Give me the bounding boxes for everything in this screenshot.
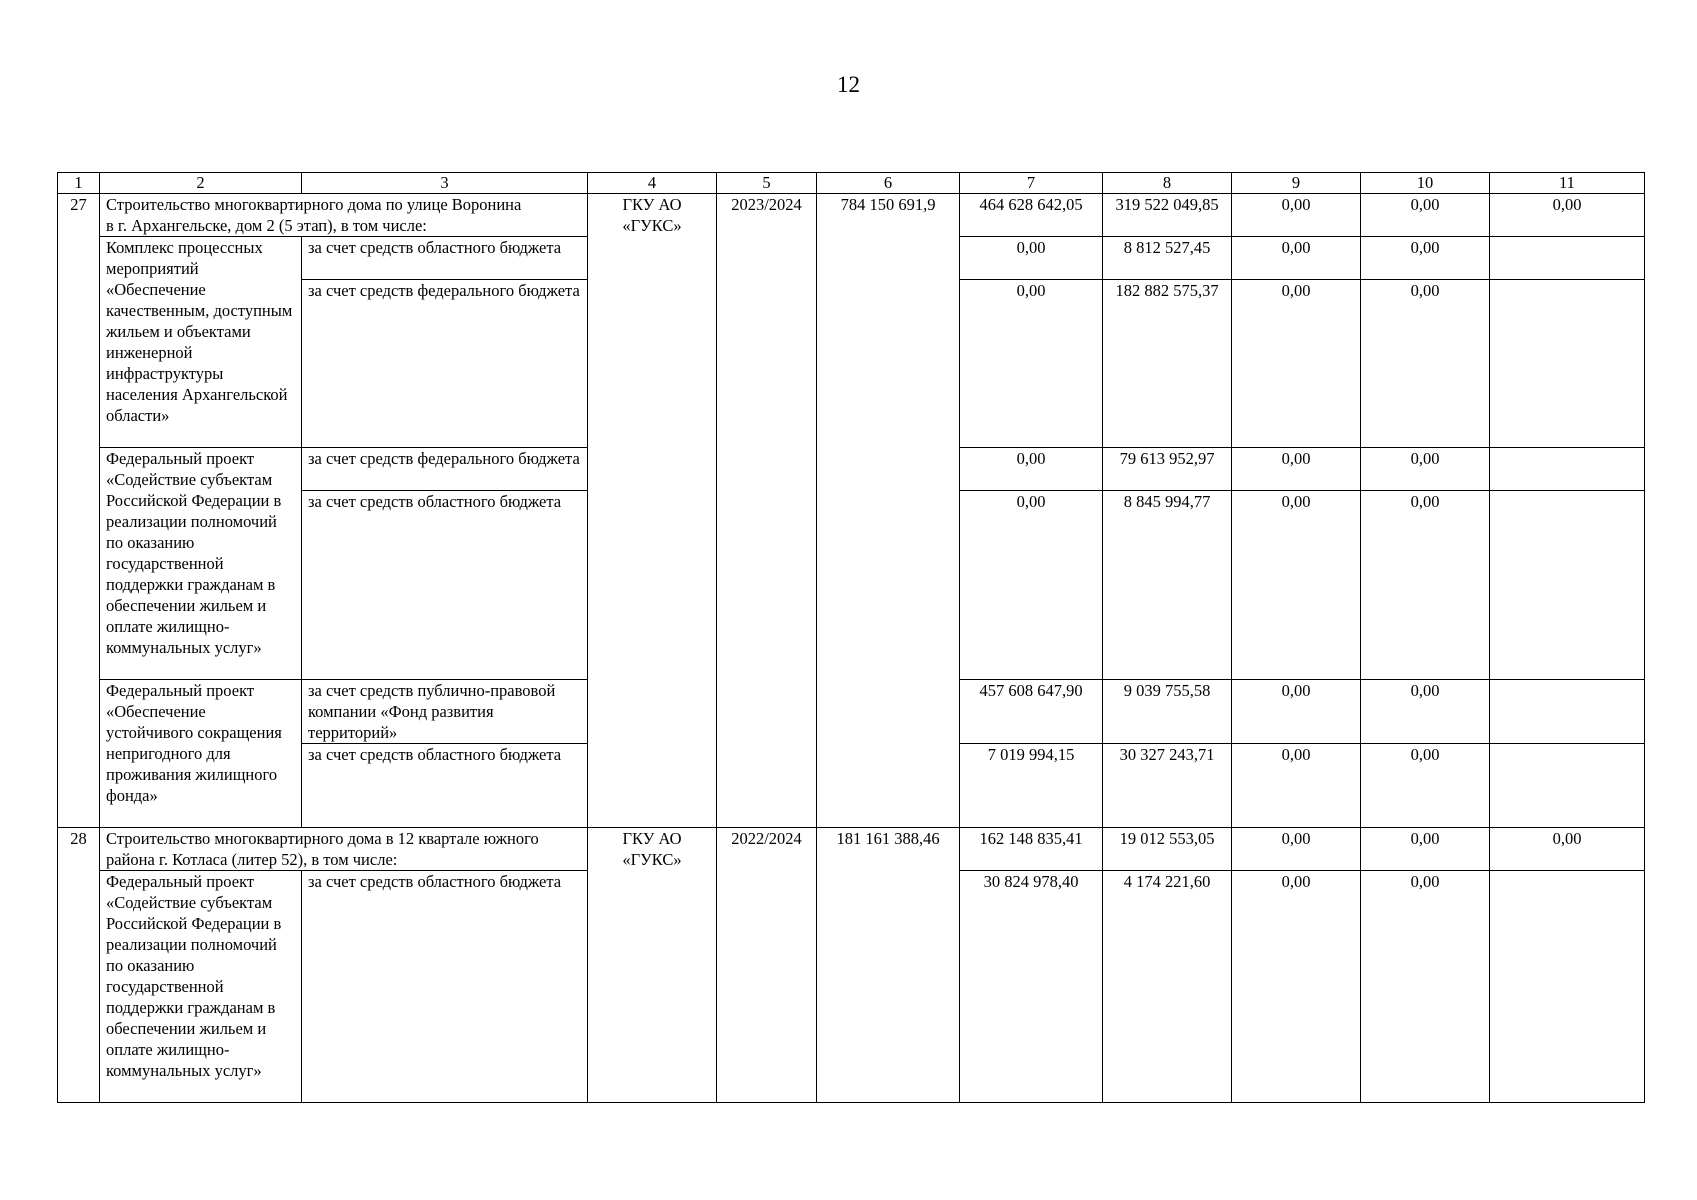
value-cell: 0,00 bbox=[1361, 280, 1490, 448]
empty-cell bbox=[1490, 744, 1645, 828]
value-cell: 0,00 bbox=[1232, 744, 1361, 828]
empty-cell bbox=[1490, 448, 1645, 491]
column-header: 8 bbox=[1103, 173, 1232, 194]
value-cell: 0,00 bbox=[960, 491, 1103, 680]
column-header: 4 bbox=[588, 173, 717, 194]
value-cell: 0,00 bbox=[960, 237, 1103, 280]
value-cell: 0,00 bbox=[1361, 744, 1490, 828]
column-header: 10 bbox=[1361, 173, 1490, 194]
column-header: 7 bbox=[960, 173, 1103, 194]
period-cell: 2022/2024 bbox=[717, 828, 817, 1103]
empty-cell bbox=[1490, 871, 1645, 1103]
total-cell: 181 161 388,46 bbox=[817, 828, 960, 1103]
value-cell: 0,00 bbox=[1361, 448, 1490, 491]
value-cell: 0,00 bbox=[960, 448, 1103, 491]
value-cell: 8 845 994,77 bbox=[1103, 491, 1232, 680]
value-cell: 0,00 bbox=[1490, 828, 1645, 871]
value-cell: 0,00 bbox=[1232, 448, 1361, 491]
row-number: 27 bbox=[58, 194, 100, 828]
value-cell: 0,00 bbox=[1361, 871, 1490, 1103]
value-cell: 0,00 bbox=[1232, 871, 1361, 1103]
column-header: 9 bbox=[1232, 173, 1361, 194]
executor-cell: ГКУ АО «ГУКС» bbox=[588, 194, 717, 828]
value-cell: 464 628 642,05 bbox=[960, 194, 1103, 237]
column-header: 11 bbox=[1490, 173, 1645, 194]
funding-source: за счет средств областного бюджета bbox=[302, 491, 588, 680]
value-cell: 8 812 527,45 bbox=[1103, 237, 1232, 280]
period-cell: 2023/2024 bbox=[717, 194, 817, 828]
value-cell: 4 174 221,60 bbox=[1103, 871, 1232, 1103]
column-number-row bbox=[58, 173, 1645, 194]
column-header: 3 bbox=[302, 173, 588, 194]
value-cell: 0,00 bbox=[1232, 491, 1361, 680]
value-cell: 0,00 bbox=[1232, 194, 1361, 237]
value-cell: 7 019 994,15 bbox=[960, 744, 1103, 828]
program-name: Федеральный проект «Обеспечение устойчивого сокращения непригодного для проживания жилищного фонда» bbox=[100, 680, 302, 828]
row-number: 28 bbox=[58, 828, 100, 1103]
financing-table bbox=[57, 172, 1645, 1103]
funding-source: за счет средств областного бюджета bbox=[302, 237, 588, 280]
object-title-line: в г. Архангельске, дом 2 (5 этап), в том числе: bbox=[106, 216, 427, 235]
value-cell: 0,00 bbox=[1232, 280, 1361, 448]
value-cell: 0,00 bbox=[1361, 491, 1490, 680]
value-cell: 319 522 049,85 bbox=[1103, 194, 1232, 237]
funding-source: за счет средств областного бюджета bbox=[302, 871, 588, 1103]
table-row bbox=[58, 828, 1645, 871]
funding-source: за счет средств публично-правовой компании «Фонд развития территорий» bbox=[302, 680, 588, 744]
value-cell: 30 327 243,71 bbox=[1103, 744, 1232, 828]
value-cell: 162 148 835,41 bbox=[960, 828, 1103, 871]
empty-cell bbox=[1490, 237, 1645, 280]
funding-source: за счет средств федерального бюджета bbox=[302, 448, 588, 491]
object-title bbox=[100, 194, 588, 237]
value-cell: 79 613 952,97 bbox=[1103, 448, 1232, 491]
value-cell: 182 882 575,37 bbox=[1103, 280, 1232, 448]
empty-cell bbox=[1490, 491, 1645, 680]
column-header: 6 bbox=[817, 173, 960, 194]
column-header: 2 bbox=[100, 173, 302, 194]
value-cell: 0,00 bbox=[1232, 237, 1361, 280]
value-cell: 0,00 bbox=[1490, 194, 1645, 237]
page-number: 12 bbox=[837, 72, 860, 97]
value-cell: 0,00 bbox=[1232, 680, 1361, 744]
object-title-line: Строительство многоквартирного дома в 12 квартале южного bbox=[106, 829, 539, 848]
program-name: Комплекс процессных мероприятий «Обеспечение качественным, доступным жильем и объектами инженерной инфраструктуры населения Архангельской области» bbox=[100, 237, 302, 448]
value-cell: 0,00 bbox=[1361, 828, 1490, 871]
value-cell: 0,00 bbox=[1361, 237, 1490, 280]
table-row bbox=[58, 194, 1645, 237]
object-title-line: района г. Котласа (литер 52), в том числе: bbox=[106, 850, 398, 869]
value-cell: 30 824 978,40 bbox=[960, 871, 1103, 1103]
funding-source: за счет средств федерального бюджета bbox=[302, 280, 588, 448]
program-name: Федеральный проект «Содействие субъектам Российской Федерации в реализации полномочий по оказанию государственной поддержки гражданам в обеспечении жильем и оплате жилищно-коммунальных услуг» bbox=[100, 448, 302, 680]
total-cell: 784 150 691,9 bbox=[817, 194, 960, 828]
value-cell: 0,00 bbox=[1232, 828, 1361, 871]
object-title bbox=[100, 828, 588, 871]
empty-cell bbox=[1490, 280, 1645, 448]
value-cell: 19 012 553,05 bbox=[1103, 828, 1232, 871]
funding-source: за счет средств областного бюджета bbox=[302, 744, 588, 828]
value-cell: 457 608 647,90 bbox=[960, 680, 1103, 744]
value-cell: 0,00 bbox=[1361, 194, 1490, 237]
column-header: 1 bbox=[58, 173, 100, 194]
column-header: 5 bbox=[717, 173, 817, 194]
value-cell: 0,00 bbox=[1361, 680, 1490, 744]
value-cell: 0,00 bbox=[960, 280, 1103, 448]
value-cell: 9 039 755,58 bbox=[1103, 680, 1232, 744]
empty-cell bbox=[1490, 680, 1645, 744]
program-name: Федеральный проект «Содействие субъектам Российской Федерации в реализации полномочий по оказанию государственной поддержки гражданам в обеспечении жильем и оплате жилищно-коммунальных услуг» bbox=[100, 871, 302, 1103]
executor-cell: ГКУ АО «ГУКС» bbox=[588, 828, 717, 1103]
object-title-line: Строительство многоквартирного дома по улице Воронина bbox=[106, 195, 522, 214]
